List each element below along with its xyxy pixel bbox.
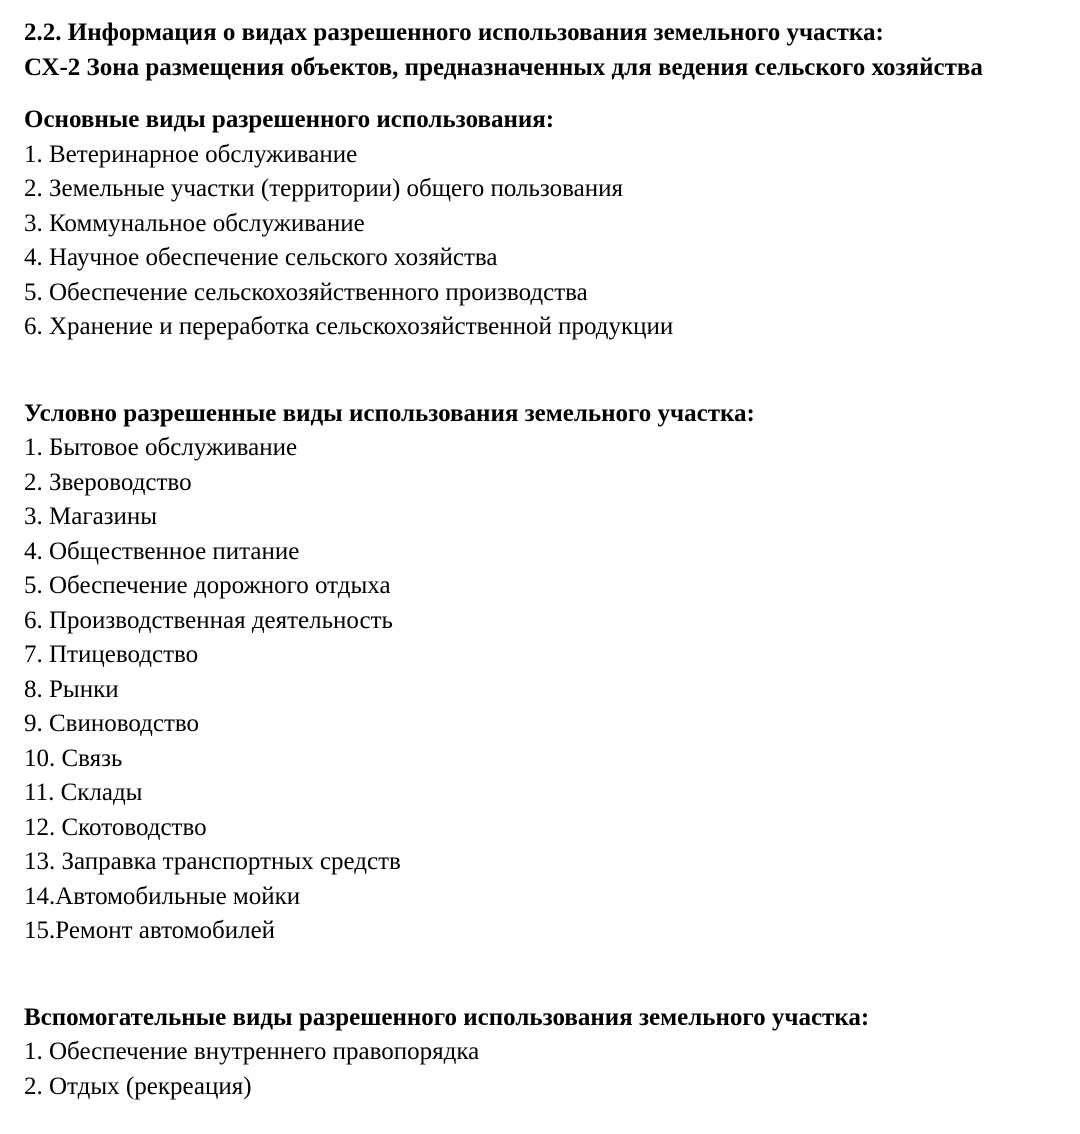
main-uses-section [24,103,1080,345]
conditional-uses-section [24,397,1080,949]
spacer [24,949,1080,1001]
document-page [24,16,1080,1104]
list-item: 3. Магазины [24,503,158,530]
list-item: 4. Научное обеспечение сельского хозяйства [24,244,498,271]
auxiliary-uses-section [24,1001,1080,1105]
list-item: 2. Звероводство [24,468,192,496]
list-item: 14.Автомобильные мойки [24,882,301,910]
list-item: 1. Ветеринарное обслуживание [24,140,358,168]
list-item: 5. Обеспечение сельскохозяйственного производства [24,278,588,306]
list-item: 1. Обеспечение внутреннего правопорядка [24,1038,480,1065]
list-item: 6. Хранение и переработка сельскохозяйственной продукции [24,313,674,340]
section-title: Условно разрешенные виды использования земельного участка: [24,399,755,427]
list-item: 2. Земельные участки (территории) общего пользования [24,175,623,202]
list-item: 1. Бытовое обслуживание [24,434,298,461]
document-heading [24,16,1080,85]
section-title: Основные виды разрешенного использования: [24,106,555,133]
list-item: 7. Птицеводство [24,641,199,668]
spacer [24,345,1080,397]
list-item: 10. Связь [24,744,123,772]
list-item: 3. Коммунальное обслуживание [24,209,365,237]
list-item: 12. Скотоводство [24,813,207,841]
spacer [24,85,1080,103]
heading-line-1: 2.2. Информация о видах разрешенного использования земельного участка: [24,19,884,46]
list-item: 9. Свиноводство [24,710,200,737]
list-item: 11. Склады [24,779,143,806]
list-item: 15.Ремонт автомобилей [24,917,276,944]
list-item: 4. Общественное питание [24,537,300,565]
list-item: 13. Заправка транспортных средств [24,848,401,875]
list-item: 8. Рынки [24,675,119,703]
heading-line-2: СХ-2 Зона размещения объектов, предназначенных для ведения сельского хозяйства [24,53,983,81]
section-title: Вспомогательные виды разрешенного использования земельного участка: [24,1003,870,1031]
list-item: 5. Обеспечение дорожного отдыха [24,572,391,599]
list-item: 6. Производственная деятельность [24,606,393,634]
list-item: 2. Отдых (рекреация) [24,1072,252,1100]
